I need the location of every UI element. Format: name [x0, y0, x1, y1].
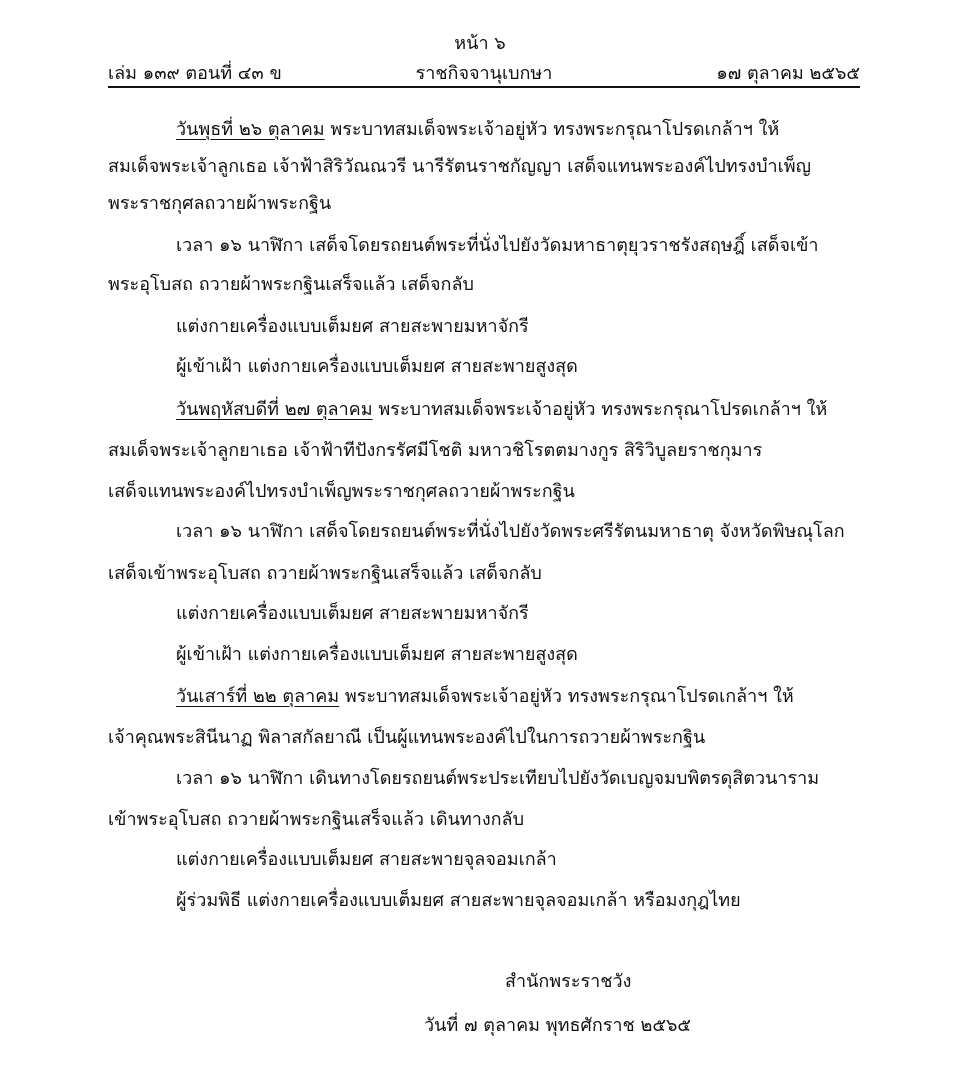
- entry-3-schedule: เวลา ๑๖ นาฬิกา เดินทางโดยรถยนต์พระประเทียบไปยังวัดเบญจมบพิตรดุสิตวนาราม: [176, 768, 820, 789]
- entry-2-announcement-text: พระบาทสมเด็จพระเจ้าอยู่หัว ทรงพระกรุณาโปรดเกล้าฯ ให้: [372, 399, 828, 420]
- entry-1-announcement-line-3: พระราชกุศลถวายผ้าพระกฐิน: [108, 193, 332, 214]
- entry-1-announcement-text: พระบาทสมเด็จพระเจ้าอยู่หัว ทรงพระกรุณาโปรดเกล้าฯ ให้: [324, 119, 780, 140]
- issuing-office: สำนักพระราชวัง: [505, 971, 632, 992]
- issue-date: ๑๗ ตุลาคม ๒๕๖๕: [716, 63, 860, 84]
- issue-date-signature: วันที่ ๗ ตุลาคม พุทธศักราช ๒๕๖๕: [424, 1015, 692, 1036]
- entry-1-dress-code: แต่งกายเครื่องแบบเต็มยศ สายสะพายมหาจักรี: [176, 316, 529, 337]
- entry-1-announcement: [176, 113, 860, 147]
- entry-2-schedule-line-2: เสด็จเข้าพระอุโบสถ ถวายผ้าพระกฐินเสร็จแล้ว เสด็จกลับ: [108, 563, 542, 584]
- entry-2-day: วันพฤหัสบดีที่ ๒๗ ตุลาคม: [176, 399, 373, 420]
- entry-3-announcement: [176, 680, 860, 714]
- entry-3-announcement-text: พระบาทสมเด็จพระเจ้าอยู่หัว ทรงพระกรุณาโปรดเกล้าฯ ให้: [339, 686, 794, 707]
- entry-3-announcement-line-2: เจ้าคุณพระสินีนาฏ พิลาสกัลยาณี เป็นผู้แทนพระองค์ไปในการถวายผ้าพระกฐิน: [108, 727, 706, 748]
- page-number: หน้า ๖: [454, 33, 506, 54]
- entry-2-announcement-line-3: เสด็จแทนพระองค์ไปทรงบำเพ็ญพระราชกุศลถวายผ้าพระกฐิน: [108, 481, 575, 502]
- entry-3-dress-code: แต่งกายเครื่องแบบเต็มยศ สายสะพายจุลจอมเกล้า: [176, 849, 557, 870]
- entry-1-schedule-line-2: พระอุโบสถ ถวายผ้าพระกฐินเสร็จแล้ว เสด็จกลับ: [108, 274, 474, 295]
- publication-title: ราชกิจจานุเบกษา: [415, 63, 553, 84]
- entry-1-day: วันพุธที่ ๒๖ ตุลาคม: [176, 119, 325, 140]
- entry-2-announcement: [176, 393, 860, 427]
- header-divider: [108, 86, 860, 88]
- entry-3-attendees: ผู้ร่วมพิธี แต่งกายเครื่องแบบเต็มยศ สายสะพายจุลจอมเกล้า หรือมงกุฎไทย: [176, 890, 741, 911]
- entry-2-announcement-line-2: สมเด็จพระเจ้าลูกยาเธอ เจ้าฟ้าทีปังกรรัศมีโชติ มหาวชิโรตตมางกูร สิริวิบูลยราชกุมาร: [108, 440, 763, 461]
- entry-1-schedule: เวลา ๑๖ นาฬิกา เสด็จโดยรถยนต์พระที่นั่งไปยังวัดมหาธาตุยุวราชรังสฤษฎิ์ เสด็จเข้า: [176, 235, 819, 256]
- entry-2-schedule: เวลา ๑๖ นาฬิกา เสด็จโดยรถยนต์พระที่นั่งไปยังวัดพระศรีรัตนมหาธาตุ จังหวัดพิษณุโลก: [176, 521, 845, 542]
- entry-3-day: วันเสาร์ที่ ๒๒ ตุลาคม: [176, 686, 340, 707]
- entry-3-schedule-line-2: เข้าพระอุโบสถ ถวายผ้าพระกฐินเสร็จแล้ว เดินทางกลับ: [108, 809, 525, 830]
- page-header: [108, 58, 860, 86]
- entry-1-attendees: ผู้เข้าเฝ้า แต่งกายเครื่องแบบเต็มยศ สายสะพายสูงสุด: [176, 356, 578, 377]
- volume-issue: เล่ม ๑๓๙ ตอนที่ ๔๓ ข: [108, 63, 282, 84]
- entry-1-announcement-line-2: สมเด็จพระเจ้าลูกเธอ เจ้าฟ้าสิริวัณณวรี นารีรัตนราชกัญญา เสด็จแทนพระองค์ไปทรงบำเพ็ญ: [108, 156, 811, 177]
- entry-2-attendees: ผู้เข้าเฝ้า แต่งกายเครื่องแบบเต็มยศ สายสะพายสูงสุด: [176, 644, 578, 665]
- entry-2-dress-code: แต่งกายเครื่องแบบเต็มยศ สายสะพายมหาจักรี: [176, 603, 529, 624]
